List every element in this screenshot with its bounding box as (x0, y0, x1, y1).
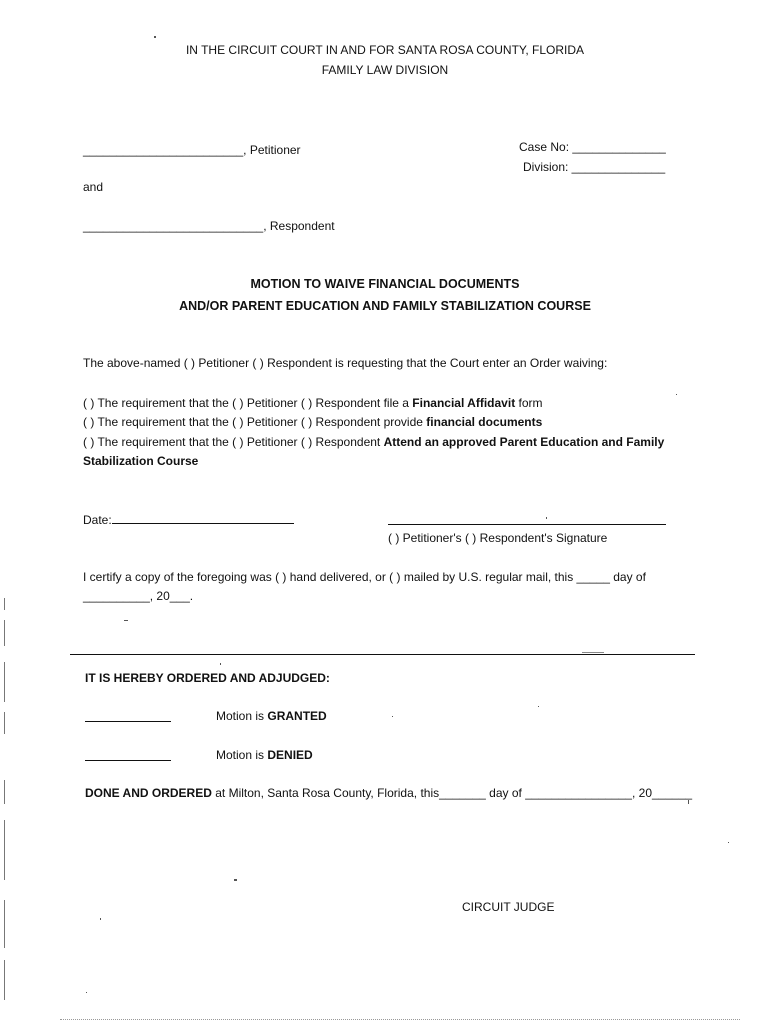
respondent-line: ___________________________, Respondent (83, 219, 335, 233)
certificate-line2: __________, 20___. (83, 589, 194, 603)
order-heading: IT IS HEREBY ORDERED AND ADJUDGED: (85, 671, 330, 685)
waiver-item-2-text: ( ) The requirement that the ( ) Petitioner ( ) Respondent provide (83, 415, 427, 429)
done-and-ordered-bold: DONE AND ORDERED (85, 786, 212, 800)
scan-speck (582, 652, 604, 653)
intro-paragraph: The above-named ( ) Petitioner ( ) Respondent is requesting that the Court enter an Order waiving: (83, 356, 608, 370)
motion-granted-prefix: Motion is (216, 709, 268, 723)
and-text: and (83, 180, 104, 194)
scan-speck (124, 620, 128, 621)
scan-speck (220, 663, 221, 665)
motion-title-line2: AND/OR PARENT EDUCATION AND FAMILY STABILIZATION COURSE (179, 299, 591, 313)
done-and-ordered (85, 786, 692, 800)
scan-edge-mark (4, 712, 5, 734)
scan-speck (676, 394, 677, 395)
court-header: IN THE CIRCUIT COURT IN AND FOR SANTA ROSA COUNTY, FLORIDA (185, 43, 585, 57)
petitioner-line: ________________________, Petitioner (83, 143, 301, 157)
scan-speck (234, 879, 237, 881)
scan-speck (546, 517, 547, 519)
scan-speck (538, 706, 539, 707)
motion-granted (216, 709, 327, 723)
signature-caption: ( ) Petitioner's ( ) Respondent's Signature (388, 531, 608, 545)
waiver-item-1-text: ( ) The requirement that the ( ) Petitioner ( ) Respondent file a (83, 396, 413, 410)
waiver-item-3 (83, 435, 664, 449)
scan-edge-mark (4, 780, 5, 804)
motion-denied (216, 748, 313, 762)
scan-bottom-edge (60, 1019, 740, 1021)
waiver-item-1-bold: Financial Affidavit (412, 396, 516, 410)
motion-denied-word: DENIED (267, 748, 313, 762)
scan-edge-mark (4, 900, 5, 948)
granted-blank (85, 721, 171, 722)
signature-line (388, 524, 666, 525)
motion-title-line1: MOTION TO WAIVE FINANCIAL DOCUMENTS (250, 277, 520, 291)
motion-granted-word: GRANTED (267, 709, 327, 723)
scan-edge-mark (4, 620, 5, 646)
certificate-line1: I certify a copy of the foregoing was ( ) hand delivered, or ( ) mailed by U.S. regular mail, this _____ day of (83, 570, 646, 584)
scan-speck (154, 36, 156, 38)
waiver-item-2 (83, 415, 542, 429)
date-blank (112, 512, 294, 524)
scan-speck (728, 842, 729, 843)
denied-blank (85, 760, 171, 761)
waiver-item-2-bold: financial documents (426, 415, 543, 429)
scan-speck (688, 800, 689, 804)
date-field (83, 512, 294, 527)
waiver-item-3-text: ( ) The requirement that the ( ) Petitioner ( ) Respondent (83, 435, 384, 449)
section-divider (70, 654, 695, 655)
waiver-item-3-bold: Attend an approved Parent Education and Family (383, 435, 665, 449)
scan-speck (100, 918, 101, 920)
done-and-ordered-rest: at Milton, Santa Rosa County, Florida, this_______ day of ________________, 20______ (211, 786, 693, 800)
date-label: Date: (83, 513, 112, 527)
waiver-item-1-suffix: form (515, 396, 543, 410)
scan-edge-mark (4, 820, 5, 880)
scan-edge-mark (4, 598, 5, 610)
case-number: Case No: ______________ (519, 140, 666, 154)
division-header: FAMILY LAW DIVISION (321, 63, 449, 77)
circuit-judge-label: CIRCUIT JUDGE (462, 900, 555, 914)
scan-speck (392, 716, 393, 717)
motion-denied-prefix: Motion is (216, 748, 268, 762)
waiver-item-1 (83, 396, 543, 410)
scan-edge-mark (4, 960, 5, 1000)
division-number: Division: ______________ (523, 160, 666, 174)
scan-edge-mark (4, 662, 5, 702)
scan-speck (86, 992, 87, 993)
waiver-item-3-continued: Stabilization Course (83, 454, 199, 468)
